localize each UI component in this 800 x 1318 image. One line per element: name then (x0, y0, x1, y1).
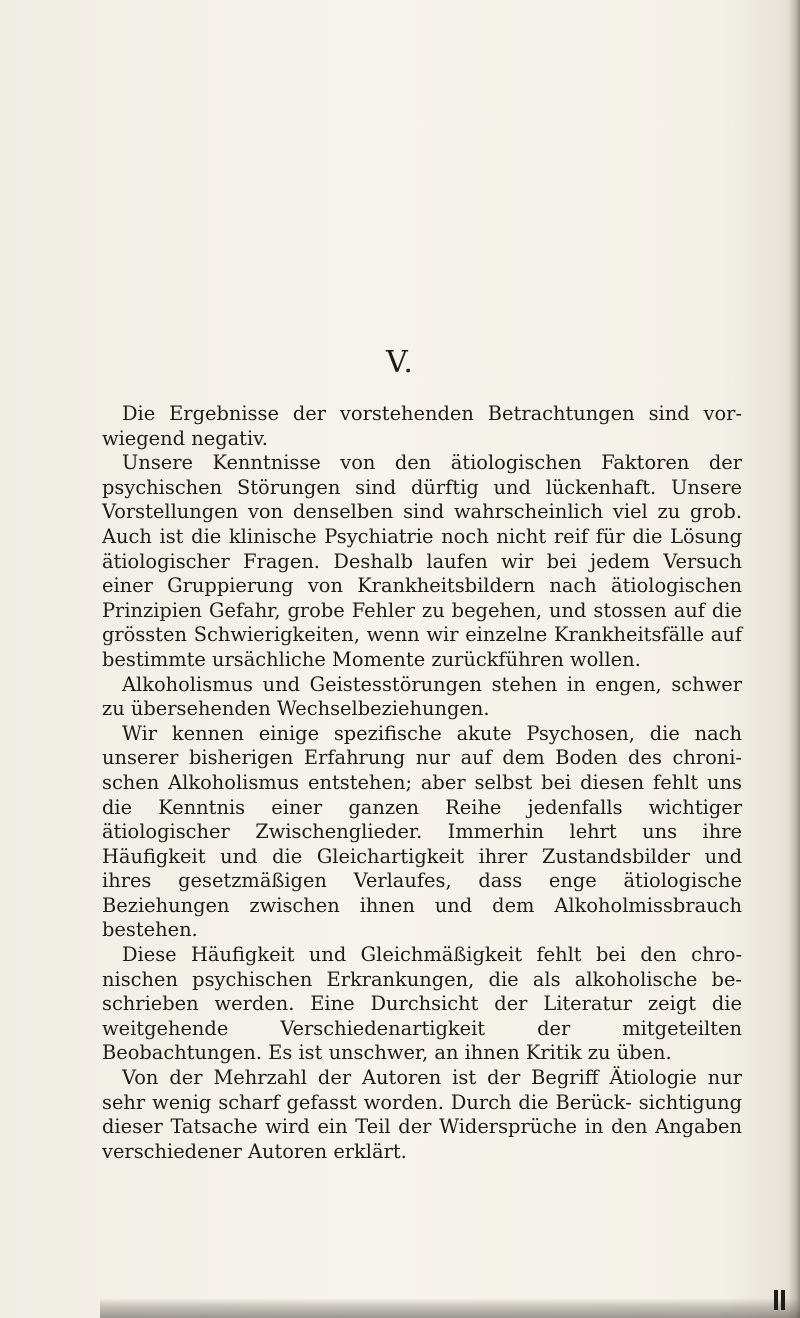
paragraph-1: Die Ergebnisse der vorstehenden Betrachtungen sind vor- wiegend negativ. (102, 402, 742, 450)
paragraph-5: Diese Häufigkeit und Gleichmäßigkeit fehlt bei den chro- nischen psychischen Erkrankungen, die als alkoholische be- schrieben werden. Eine Durchsicht der Literatur zeigt die weitgehende Verschiedenartigkeit der mitgeteilten Beobachtungen. Es ist unschwer, an ihnen Kritik zu üben. (102, 943, 742, 1065)
paragraph-4: Wir kennen einige spezifische akute Psychosen, die nach unserer bisherigen Erfahrung nur auf dem Boden des chroni- schen Alkoholismus entstehen; aber selbst bei diesen fehlt uns die Kenntnis einer ganzen Reihe jedenfalls wichtiger ätiologischer Zwischenglieder. Immerhin lehrt uns ihre Häufigkeit und die Gleichartigkeit ihrer Zustandsbilder und ihres gesetzmäßigen Verlaufes, dass enge ätiologische Beziehungen zwischen ihnen und dem Alkoholmissbrauch bestehen. (102, 721, 742, 942)
paragraph-3: Alkoholismus und Geistesstörungen stehen in engen, schwer zu übersehenden Wechselbeziehungen. (102, 672, 742, 721)
page-edge (790, 0, 800, 1318)
body-text (102, 402, 742, 1164)
paragraph-2: Unsere Kenntnisse von den ätiologischen Faktoren der psychischen Störungen sind dürftig und lückenhaft. Unsere Vorstellungen von denselben sind wahrscheinlich viel zu grob. Auch ist die klinische Psychiatrie noch nicht reif für die Lösung ätiologischer Fragen. Deshalb laufen wir bei jedem Versuch einer Gruppierung von Krankheitsbildern nach ätiologischen Prinzipien Gefahr, grobe Fehler zu begehen, und stossen auf die grössten Schwierigkeiten, wenn wir einzelne Krankheitsfälle auf bestimmte ursächliche Momente zurückführen wollen. (102, 451, 742, 671)
binding-mark (774, 1290, 788, 1310)
paragraph-6: Von der Mehrzahl der Autoren ist der Begriff Ätiologie nur sehr wenig scharf gefasst worden. Durch die Berück- sichtigung dieser Tatsache wird ein Teil der Widersprüche in den Angaben verschiedener Autoren erklärt. (102, 1066, 742, 1163)
page-bottom-shadow (100, 1298, 800, 1318)
chapter-heading: V. (386, 345, 414, 380)
